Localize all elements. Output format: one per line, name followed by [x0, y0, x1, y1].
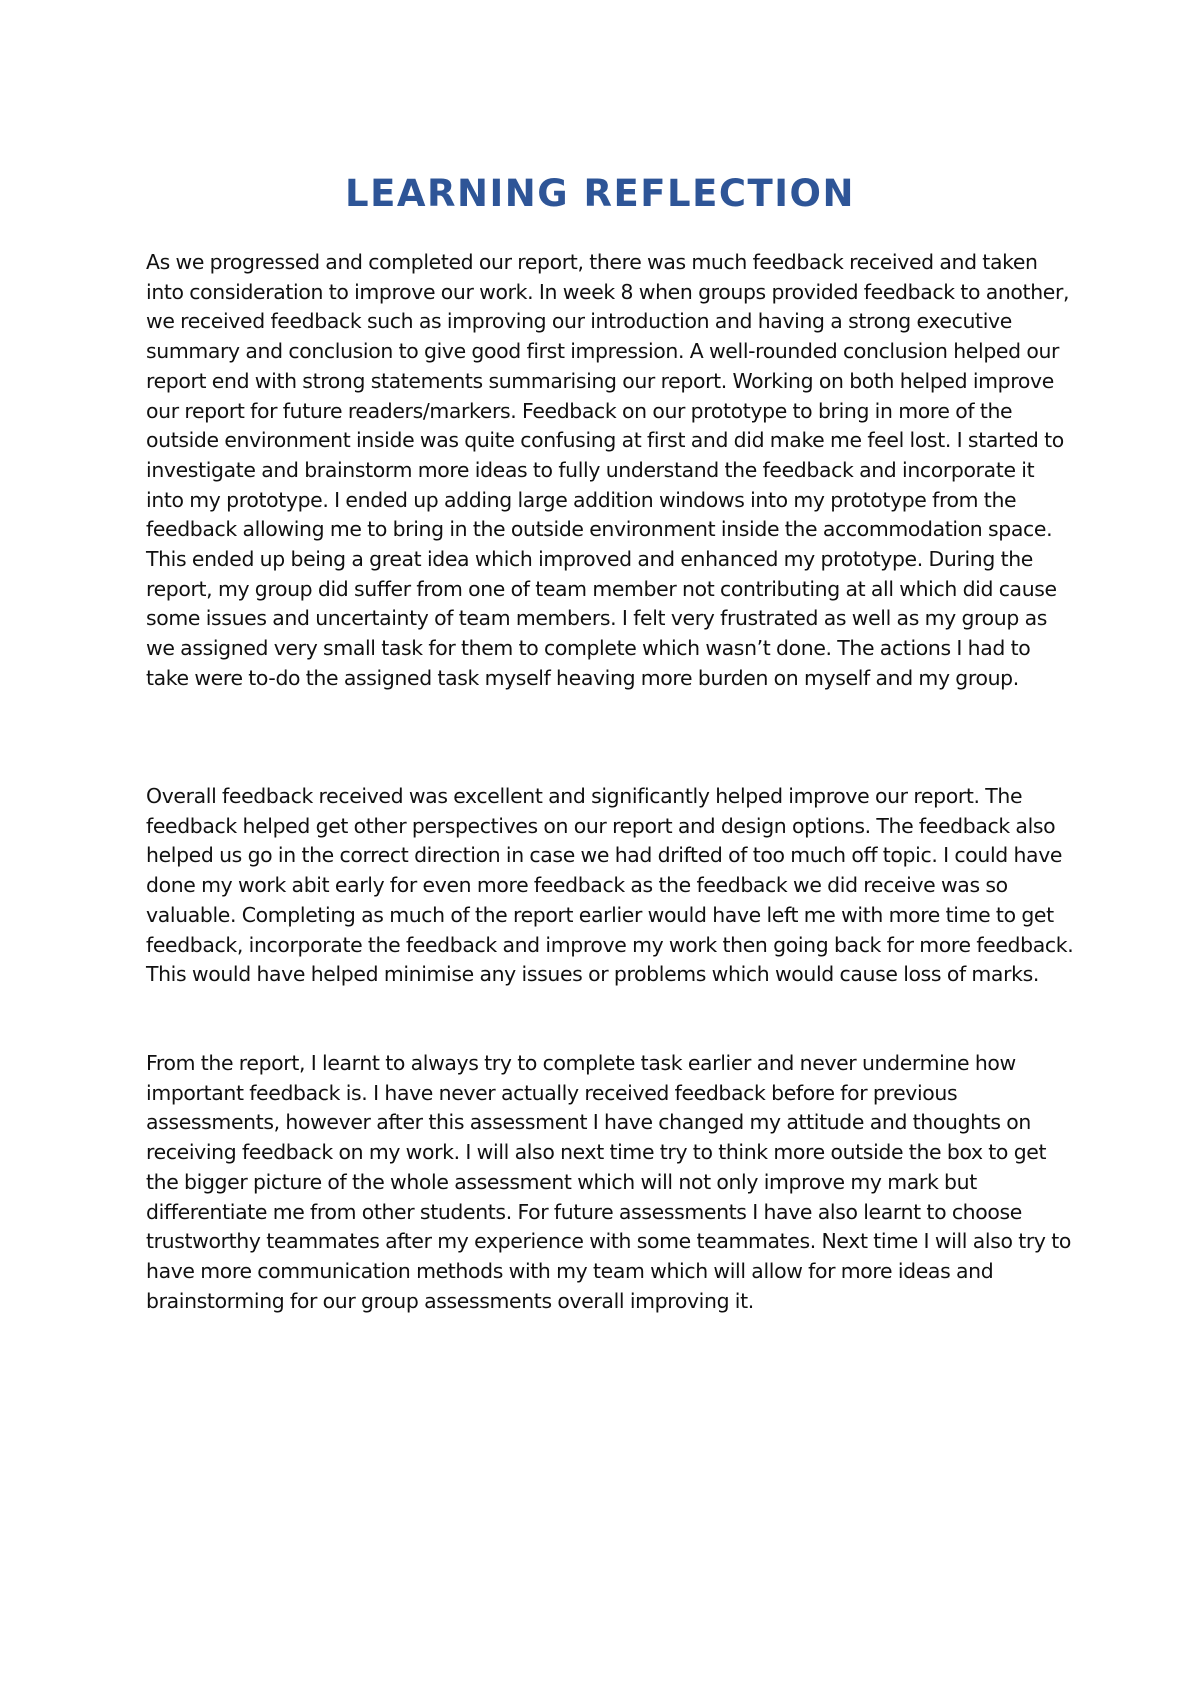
- paragraph-feedback-received: As we progressed and completed our report, there was much feedback received and taken into consideration to improve our work. In week 8 when groups provided feedback to another, we received feedback such as improving our introduction and having a strong executive summary and conclusion to give good first impression. A well-rounded conclusion helped our report end with strong statements summarising our report. Working on both helped improve our report for future readers/markers. Feedback on our prototype to bring in more of the outside environment inside was quite confusing at first and did make me feel lost. I started to investigate and brainstorm more ideas to fully understand the feedback and incorporate it into my prototype. I ended up adding large addition windows into my prototype from the feedback allowing me to bring in the outside environment inside the accommodation space. This ended up being a great idea which improved and enhanced my prototype. During the report, my group did suffer from one of team member not contributing at all which did cause some issues and uncertainty of team members. I felt very frustrated as well as my group as we assigned very small task for them to complete which wasn’t done. The actions I had to take were to-do the assigned task myself heaving more burden on myself and my group.: [146, 250, 1070, 690]
- paragraph-overall-feedback: Overall feedback received was excellent and significantly helped improve our report. The feedback helped get other perspectives on our report and design options. The feedback also helped us go in the correct direction in case we had drifted of too much off topic. I could have done my work abit early for even more feedback as the feedback we did receive was so valuable. Completing as much of the report earlier would have left me with more time to get feedback, incorporate the feedback and improve my work then going back for more feedback. This would have helped minimise any issues or problems which would cause loss of marks.: [146, 784, 1074, 987]
- document-title: LEARNING REFLECTION: [345, 172, 855, 215]
- paragraph-lessons-learnt: From the report, I learnt to always try to complete task earlier and never undermine how important feedback is. I have never actually received feedback before for previous assessments, however after this assessment I have changed my attitude and thoughts on receiving feedback on my work. I will also next time try to think more outside the box to get the bigger picture of the whole assessment which will not only improve my mark but differentiate me from other students. For future assessments I have also learnt to choose trustworthy teammates after my experience with some teammates. Next time I will also try to have more communication methods with my team which will allow for more ideas and brainstorming for our group assessments overall improving it.: [146, 1051, 1072, 1313]
